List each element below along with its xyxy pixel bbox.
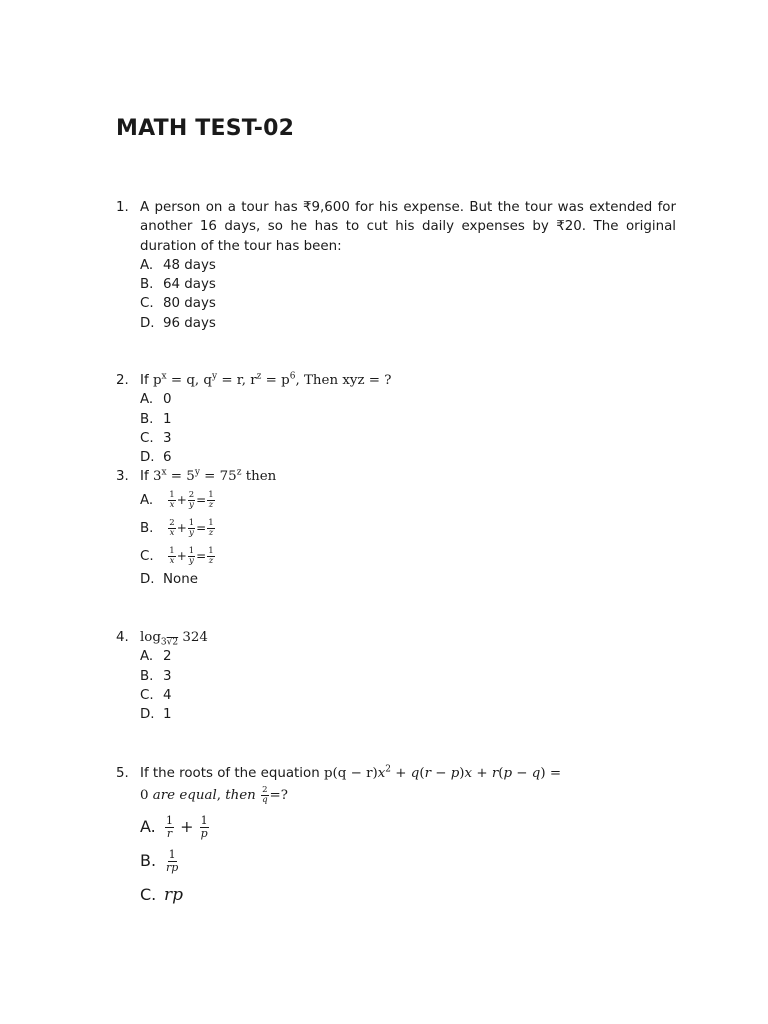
option-c <box>140 686 676 705</box>
equation: $p(q - r)x^2 + q(r - p)x + r(p - q)$ = <box>323 764 562 781</box>
option-c <box>140 294 676 313</box>
option-b <box>140 667 676 686</box>
option-letter: B. <box>140 668 154 684</box>
option-letter: A. <box>140 649 154 665</box>
fraction: $\frac{1}{r}$ <box>166 813 173 840</box>
question-3 <box>116 467 676 590</box>
option-letter: B. <box>140 521 154 537</box>
option-text: 2 <box>163 649 172 665</box>
question-text: A person on a tour has ₹9,600 for his expense. But the tour was extended for another 16 days, so he has to cut his daily expenses by ₹20. The original duration of the tour has been: <box>140 200 676 254</box>
option-b <box>140 844 676 878</box>
option-letter: A. <box>140 257 154 273</box>
question-number: 1. <box>116 200 129 215</box>
option-a: A. $\frac{1}{x}$ + $\frac{2}{y}$ = $\frac{1}{z}$ <box>140 486 676 514</box>
fraction: $\frac{2}{q}$ <box>262 785 268 806</box>
option-c <box>140 878 676 912</box>
option-text: 48 days <box>163 257 216 273</box>
option-d <box>140 448 676 467</box>
question-number: 3. <box>116 469 129 484</box>
option-a: A. $\frac{1}{r}$ + $\frac{1}{p}$ <box>140 810 676 844</box>
option-text: 3 <box>163 430 172 446</box>
question-prefix: If the roots of the equation <box>140 766 320 781</box>
option-letter: D. <box>140 450 155 466</box>
option-text: 1 <box>163 411 172 427</box>
fraction: $\frac{1}{z}$ <box>208 517 214 538</box>
question-text <box>140 371 676 390</box>
equation: $p^x = q$, $q^y = r$, $r^z = p^6$, Then xyz = ? <box>152 371 392 388</box>
option-text: 64 days <box>163 277 216 293</box>
option-a <box>140 390 676 409</box>
fraction: $\frac{1}{y}$ <box>188 517 195 538</box>
option-letter: C. <box>140 687 154 703</box>
fraction: $\frac{1}{p}$ <box>200 813 208 840</box>
option-letter: D. <box>140 572 155 588</box>
question-number: 2. <box>116 373 129 388</box>
option-text: 96 days <box>163 315 216 331</box>
option-b: B. $\frac{2}{x}$ + $\frac{1}{y}$ = $\frac{1}{z}$ <box>140 514 676 542</box>
question-1 <box>116 198 676 333</box>
question-prefix: If <box>140 469 149 484</box>
fraction: $\frac{2}{x}$ <box>169 517 175 538</box>
option-letter: C. <box>140 296 154 312</box>
option-letter: A. <box>140 816 156 836</box>
question-line-2: 0 are equal, then $\frac{2}{q}$ =? <box>140 785 288 806</box>
option-letter: B. <box>140 850 157 870</box>
option-a <box>140 256 676 275</box>
option-text: rp <box>164 884 184 905</box>
option-c: C. $\frac{1}{x}$ + $\frac{1}{y}$ = $\frac{1}{z}$ <box>140 542 676 570</box>
fraction: $\frac{1}{rp}$ <box>166 847 179 874</box>
option-letter: C. <box>140 430 154 446</box>
option-text: 4 <box>163 687 172 703</box>
question-text: $\log_{3√2} 324$ <box>140 630 208 648</box>
question-4 <box>116 628 676 724</box>
option-letter: C. <box>140 549 154 565</box>
option-letter: D. <box>140 315 155 331</box>
option-letter: B. <box>140 277 154 293</box>
page-title: MATH TEST-02 <box>116 116 295 141</box>
question-line-1 <box>140 764 676 783</box>
question-5 <box>116 764 676 912</box>
option-b <box>140 410 676 429</box>
option-letter: D. <box>140 707 155 723</box>
option-letter: C. <box>140 884 157 904</box>
option-text: 80 days <box>163 296 216 312</box>
fraction: $\frac{1}{x}$ <box>169 489 175 510</box>
fraction: $\frac{2}{y}$ <box>188 489 195 510</box>
option-a <box>140 647 676 666</box>
option-b <box>140 275 676 294</box>
question-prefix: If <box>140 373 149 388</box>
option-text: 1 <box>163 707 172 723</box>
option-text: 6 <box>163 450 172 466</box>
option-d <box>140 314 676 333</box>
fraction: $\frac{1}{z}$ <box>208 489 214 510</box>
option-text: 3 <box>163 668 172 684</box>
question-number: 4. <box>116 630 129 645</box>
question-2 <box>116 371 676 467</box>
equation: $3^x = 5^y = 75^z$ then <box>152 467 277 484</box>
fraction: $\frac{1}{x}$ <box>169 545 175 566</box>
option-c <box>140 429 676 448</box>
option-text: None <box>163 572 198 588</box>
option-text: 0 <box>163 392 172 408</box>
option-letter: A. <box>140 392 154 408</box>
fraction: $\frac{1}{z}$ <box>208 545 214 566</box>
question-text <box>140 467 676 486</box>
question-number: 5. <box>116 766 129 781</box>
question-text <box>140 764 676 806</box>
option-d <box>140 570 676 589</box>
option-d <box>140 705 676 724</box>
option-letter: A. <box>140 493 154 509</box>
fraction: $\frac{1}{y}$ <box>188 545 195 566</box>
option-letter: B. <box>140 411 154 427</box>
